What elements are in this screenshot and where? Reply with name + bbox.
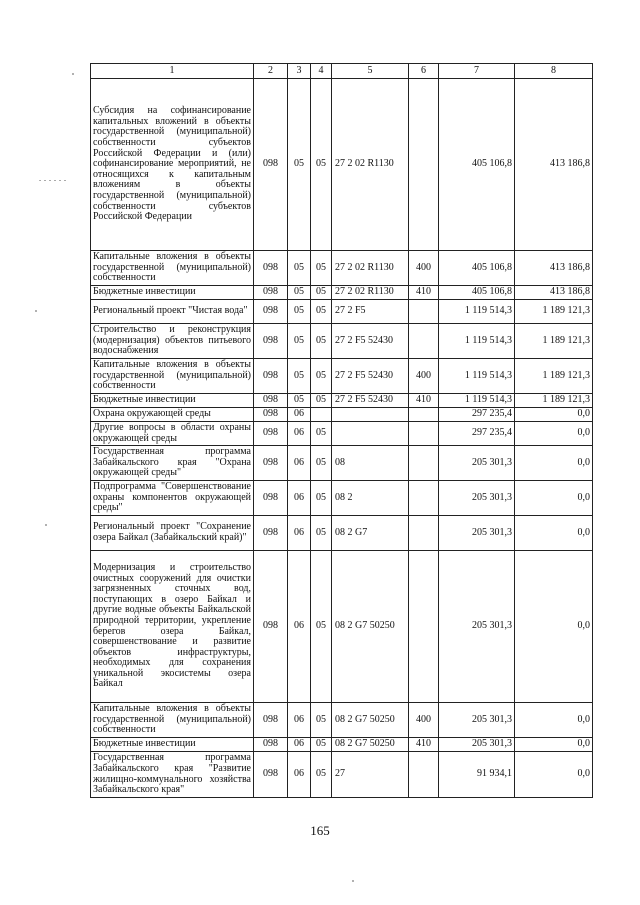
- cell-section: 06: [288, 446, 311, 481]
- cell-section: 05: [288, 359, 311, 394]
- cell-section: 06: [288, 408, 311, 422]
- cell-expense-type: [409, 79, 439, 251]
- cell-amount-year2: 1 189 121,3: [515, 300, 593, 324]
- cell-amount-year2: 0,0: [515, 446, 593, 481]
- cell-target-article: 08 2 G7 50250: [332, 703, 409, 738]
- cell-amount-year1: 205 301,3: [439, 738, 515, 752]
- cell-amount-year1: 205 301,3: [439, 516, 515, 551]
- cell-admin-code: 098: [254, 324, 288, 359]
- cell-subsection: 05: [311, 79, 332, 251]
- cell-amount-year2: 0,0: [515, 481, 593, 516]
- cell-admin-code: 098: [254, 422, 288, 446]
- cell-amount-year1: 1 119 514,3: [439, 359, 515, 394]
- cell-amount-year2: 0,0: [515, 422, 593, 446]
- cell-target-article: 27 2 02 R1130: [332, 286, 409, 300]
- cell-subsection: 05: [311, 703, 332, 738]
- table-row: [91, 79, 593, 251]
- cell-target-article: 27 2 F5: [332, 300, 409, 324]
- cell-expense-type: [409, 324, 439, 359]
- cell-admin-code: 098: [254, 394, 288, 408]
- cell-amount-year1: 205 301,3: [439, 446, 515, 481]
- cell-target-article: 08: [332, 446, 409, 481]
- column-header: 3: [288, 64, 311, 79]
- cell-expense-type: [409, 446, 439, 481]
- cell-expense-type: 410: [409, 738, 439, 752]
- cell-amount-year1: 1 119 514,3: [439, 324, 515, 359]
- cell-target-article: [332, 422, 409, 446]
- cell-expense-type: [409, 516, 439, 551]
- cell-expense-type: 410: [409, 394, 439, 408]
- column-header: 2: [254, 64, 288, 79]
- cell-admin-code: 098: [254, 286, 288, 300]
- cell-amount-year1: 1 119 514,3: [439, 300, 515, 324]
- cell-expense-type: [409, 752, 439, 798]
- cell-section: 05: [288, 324, 311, 359]
- cell-amount-year1: 405 106,8: [439, 251, 515, 286]
- row-name: Субсидия на софинансирование капитальных вложений в объекты государственной (муниципальной) собственности субъектов Российской Федерации и (или) софинансирование мероприятий, не относящихся к капитальным вложениям в объекты государственной (муниципальной) собственности субъектов Российской Федерации: [91, 79, 254, 251]
- cell-admin-code: 098: [254, 738, 288, 752]
- row-name: Другие вопросы в области охраны окружающей среды: [91, 422, 254, 446]
- table-row: [91, 422, 593, 446]
- table-row: [91, 324, 593, 359]
- cell-subsection: 05: [311, 324, 332, 359]
- scan-speck: [39, 180, 67, 181]
- row-name: Региональный проект "Чистая вода": [91, 300, 254, 324]
- cell-subsection: 05: [311, 516, 332, 551]
- cell-target-article: 08 2 G7 50250: [332, 551, 409, 703]
- row-name: Государственная программа Забайкальского края "Развитие жилищно-коммунального хозяйства Забайкальского края": [91, 752, 254, 798]
- column-header: 8: [515, 64, 593, 79]
- cell-subsection: 05: [311, 359, 332, 394]
- cell-expense-type: 400: [409, 251, 439, 286]
- cell-admin-code: 098: [254, 481, 288, 516]
- row-name: Строительство и реконструкция (модернизация) объектов питьевого водоснабжения: [91, 324, 254, 359]
- cell-amount-year2: 0,0: [515, 738, 593, 752]
- cell-amount-year2: 1 189 121,3: [515, 324, 593, 359]
- cell-expense-type: [409, 408, 439, 422]
- column-header: 4: [311, 64, 332, 79]
- row-name: Капитальные вложения в объекты государственной (муниципальной) собственности: [91, 359, 254, 394]
- cell-expense-type: 410: [409, 286, 439, 300]
- cell-target-article: [332, 408, 409, 422]
- row-name: Подпрограмма "Совершенствование охраны компонентов окружающей среды": [91, 481, 254, 516]
- cell-subsection: 05: [311, 752, 332, 798]
- row-name: Бюджетные инвестиции: [91, 394, 254, 408]
- cell-target-article: 27 2 02 R1130: [332, 79, 409, 251]
- header-row: [91, 64, 593, 79]
- cell-amount-year1: 205 301,3: [439, 481, 515, 516]
- cell-admin-code: 098: [254, 408, 288, 422]
- cell-amount-year1: 297 235,4: [439, 408, 515, 422]
- cell-amount-year2: 0,0: [515, 551, 593, 703]
- cell-section: 06: [288, 752, 311, 798]
- cell-subsection: 05: [311, 286, 332, 300]
- scan-speck: [35, 310, 37, 312]
- cell-subsection: 05: [311, 422, 332, 446]
- cell-target-article: 08 2 G7 50250: [332, 738, 409, 752]
- cell-expense-type: [409, 551, 439, 703]
- row-name: Капитальные вложения в объекты государственной (муниципальной) собственности: [91, 251, 254, 286]
- cell-amount-year2: 1 189 121,3: [515, 359, 593, 394]
- scan-speck: [352, 880, 354, 882]
- cell-section: 06: [288, 516, 311, 551]
- column-header: 5: [332, 64, 409, 79]
- column-header: 6: [409, 64, 439, 79]
- row-name: Модернизация и строительство очистных сооружений для очистки загрязненных сточных вод, поступающих в озеро Байкал и другие водные объекты Байкальской природной территории, укрепление берегов озера Байкал, совершенствование и развитие объектов инфраструктуры, необходимых для сохранения уникальной экосистемы озера Байкал: [91, 551, 254, 703]
- cell-expense-type: 400: [409, 359, 439, 394]
- cell-section: 05: [288, 286, 311, 300]
- cell-admin-code: 098: [254, 752, 288, 798]
- cell-amount-year2: 0,0: [515, 408, 593, 422]
- scan-speck: [45, 524, 47, 526]
- cell-subsection: 05: [311, 394, 332, 408]
- cell-amount-year1: 205 301,3: [439, 703, 515, 738]
- cell-section: 06: [288, 703, 311, 738]
- cell-subsection: 05: [311, 551, 332, 703]
- table-row: [91, 703, 593, 738]
- cell-expense-type: [409, 481, 439, 516]
- table-row: [91, 738, 593, 752]
- cell-amount-year1: 405 106,8: [439, 79, 515, 251]
- table-row: [91, 300, 593, 324]
- cell-subsection: [311, 408, 332, 422]
- cell-expense-type: [409, 300, 439, 324]
- column-header: 7: [439, 64, 515, 79]
- row-name: Региональный проект "Сохранение озера Байкал (Забайкальский край)": [91, 516, 254, 551]
- cell-admin-code: 098: [254, 516, 288, 551]
- table-row: [91, 286, 593, 300]
- cell-expense-type: [409, 422, 439, 446]
- cell-admin-code: 098: [254, 446, 288, 481]
- cell-target-article: 08 2 G7: [332, 516, 409, 551]
- table-row: [91, 446, 593, 481]
- row-name: Бюджетные инвестиции: [91, 738, 254, 752]
- cell-amount-year1: 405 106,8: [439, 286, 515, 300]
- scan-speck: [72, 73, 74, 75]
- cell-target-article: 27 2 F5 52430: [332, 359, 409, 394]
- cell-amount-year2: 1 189 121,3: [515, 394, 593, 408]
- cell-subsection: 05: [311, 446, 332, 481]
- cell-amount-year1: 205 301,3: [439, 551, 515, 703]
- table-row: [91, 516, 593, 551]
- cell-target-article: 27: [332, 752, 409, 798]
- cell-admin-code: 098: [254, 251, 288, 286]
- cell-amount-year2: 0,0: [515, 516, 593, 551]
- page-number: 165: [310, 823, 330, 838]
- cell-admin-code: 098: [254, 551, 288, 703]
- cell-amount-year1: 91 934,1: [439, 752, 515, 798]
- cell-target-article: 27 2 F5 52430: [332, 394, 409, 408]
- cell-subsection: 05: [311, 738, 332, 752]
- row-name: Капитальные вложения в объекты государственной (муниципальной) собственности: [91, 703, 254, 738]
- cell-amount-year2: 0,0: [515, 703, 593, 738]
- cell-amount-year2: 0,0: [515, 752, 593, 798]
- cell-subsection: 05: [311, 300, 332, 324]
- cell-section: 05: [288, 251, 311, 286]
- table-row: [91, 408, 593, 422]
- cell-admin-code: 098: [254, 703, 288, 738]
- cell-section: 05: [288, 300, 311, 324]
- row-name: Охрана окружающей среды: [91, 408, 254, 422]
- cell-expense-type: 400: [409, 703, 439, 738]
- cell-section: 06: [288, 422, 311, 446]
- table-body: [91, 64, 593, 798]
- table-row: [91, 394, 593, 408]
- cell-admin-code: 098: [254, 359, 288, 394]
- cell-admin-code: 098: [254, 79, 288, 251]
- budget-table: [90, 63, 593, 798]
- cell-section: 06: [288, 551, 311, 703]
- cell-amount-year2: 413 186,8: [515, 251, 593, 286]
- table-row: [91, 251, 593, 286]
- table-row: [91, 551, 593, 703]
- cell-amount-year1: 1 119 514,3: [439, 394, 515, 408]
- row-name: Государственная программа Забайкальского края "Охрана окружающей среды": [91, 446, 254, 481]
- table-row: [91, 481, 593, 516]
- cell-amount-year2: 413 186,8: [515, 286, 593, 300]
- cell-amount-year2: 413 186,8: [515, 79, 593, 251]
- cell-amount-year1: 297 235,4: [439, 422, 515, 446]
- column-header: 1: [91, 64, 254, 79]
- table-row: [91, 752, 593, 798]
- cell-section: 06: [288, 738, 311, 752]
- table-row: [91, 359, 593, 394]
- cell-section: 05: [288, 394, 311, 408]
- cell-subsection: 05: [311, 251, 332, 286]
- cell-admin-code: 098: [254, 300, 288, 324]
- cell-target-article: 27 2 F5 52430: [332, 324, 409, 359]
- cell-section: 06: [288, 481, 311, 516]
- cell-subsection: 05: [311, 481, 332, 516]
- cell-target-article: 08 2: [332, 481, 409, 516]
- row-name: Бюджетные инвестиции: [91, 286, 254, 300]
- cell-section: 05: [288, 79, 311, 251]
- cell-target-article: 27 2 02 R1130: [332, 251, 409, 286]
